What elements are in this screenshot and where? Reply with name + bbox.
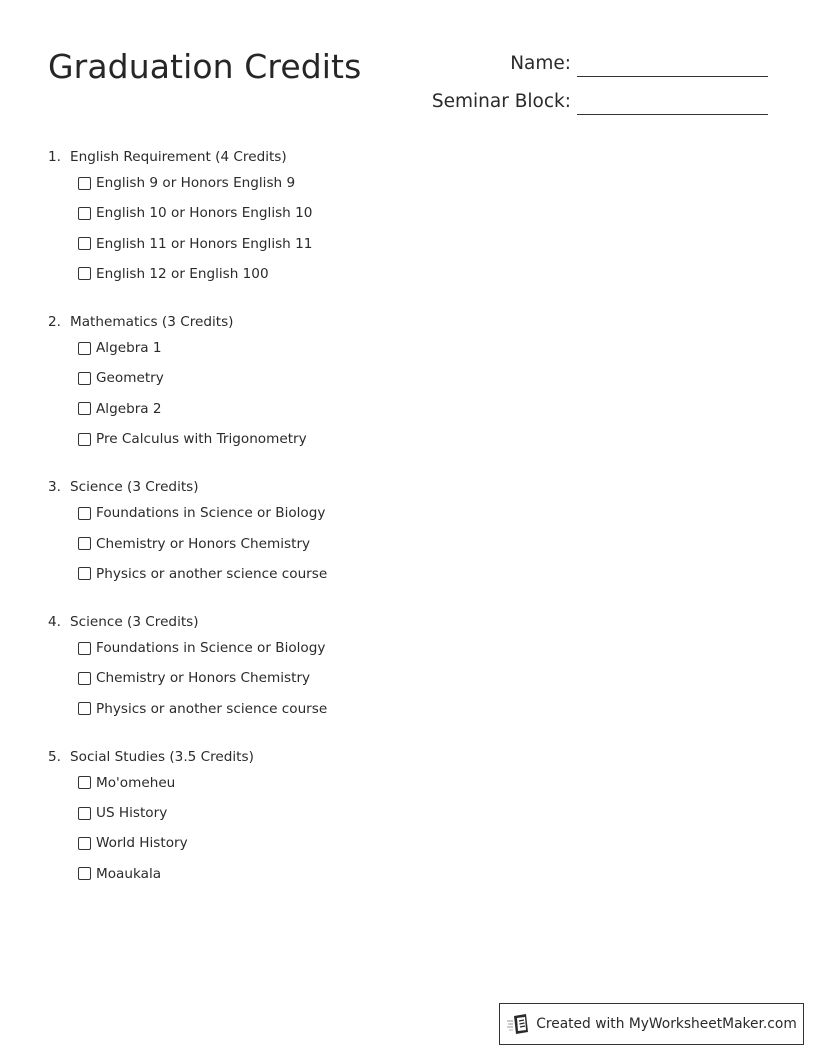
section-title: Social Studies (3.5 Credits) xyxy=(70,748,254,765)
checkbox-icon[interactable] xyxy=(78,342,91,355)
checklist-item[interactable] xyxy=(78,172,327,194)
created-with-text: Created with MyWorksheetMaker.com xyxy=(536,1016,797,1032)
seminar-block-field-row xyxy=(432,88,768,115)
checklist-item[interactable] xyxy=(78,228,327,258)
checklist-item[interactable] xyxy=(78,337,327,359)
checklist-item-label: English 11 or Honors English 11 xyxy=(96,235,313,252)
checklist-item-label: Physics or another science course xyxy=(96,565,328,582)
name-field-row xyxy=(510,50,768,77)
checklist-item-label: Geometry xyxy=(96,370,164,387)
checklist-item[interactable] xyxy=(78,694,327,724)
checklist-item[interactable] xyxy=(78,502,327,524)
checkbox-icon[interactable] xyxy=(78,433,91,446)
section-heading xyxy=(48,146,327,168)
checkbox-icon[interactable] xyxy=(78,672,91,685)
section-number: 4. xyxy=(48,614,61,631)
checklist-item[interactable] xyxy=(78,798,327,828)
checklist-item-label: English 9 or Honors English 9 xyxy=(96,175,296,191)
checkbox-icon[interactable] xyxy=(78,867,91,880)
checkbox-icon[interactable] xyxy=(78,177,91,190)
section-heading xyxy=(48,311,327,333)
created-with-badge[interactable] xyxy=(499,1003,804,1045)
checkbox-icon[interactable] xyxy=(78,807,91,820)
checklist-item[interactable] xyxy=(78,394,327,424)
checklist-item-label: US History xyxy=(96,805,168,822)
section-title: Science (3 Credits) xyxy=(70,479,199,496)
checkbox-icon[interactable] xyxy=(78,537,91,550)
section-english xyxy=(48,146,327,289)
checklist-item[interactable] xyxy=(78,559,327,589)
page-title: Graduation Credits xyxy=(48,47,362,86)
section-science-1 xyxy=(48,476,327,589)
checkbox-icon[interactable] xyxy=(78,372,91,385)
checkbox-icon[interactable] xyxy=(78,402,91,415)
checkbox-icon[interactable] xyxy=(78,207,91,220)
checklist-item[interactable] xyxy=(78,828,327,858)
checkbox-icon[interactable] xyxy=(78,837,91,850)
section-heading xyxy=(48,611,327,633)
checklist-item-label: English 10 or Honors English 10 xyxy=(96,205,313,222)
section-social-studies xyxy=(48,746,327,889)
checkbox-icon[interactable] xyxy=(78,642,91,655)
checkbox-icon[interactable] xyxy=(78,702,91,715)
checklist-item-label: Mo'omeheu xyxy=(96,774,176,791)
section-number: 5. xyxy=(48,748,61,765)
worksheet-maker-logo-icon xyxy=(506,1013,530,1035)
checklist-item[interactable] xyxy=(78,637,327,659)
checklist-item-label: Algebra 2 xyxy=(96,400,162,417)
checklist xyxy=(78,337,327,454)
checklist xyxy=(78,772,327,889)
section-mathematics xyxy=(48,311,327,454)
name-label: Name: xyxy=(510,53,571,74)
checkbox-icon[interactable] xyxy=(78,507,91,520)
checkbox-icon[interactable] xyxy=(78,267,91,280)
checklist xyxy=(78,172,327,289)
checklist-item[interactable] xyxy=(78,859,327,889)
section-heading xyxy=(48,476,327,498)
checklist-item-label: Algebra 1 xyxy=(96,340,162,357)
checklist-item-label: Foundations in Science or Biology xyxy=(96,640,326,657)
checkbox-icon[interactable] xyxy=(78,567,91,580)
requirements-list xyxy=(48,146,327,911)
checklist-item-label: Foundations in Science or Biology xyxy=(96,505,326,522)
checklist-item[interactable] xyxy=(78,663,327,693)
seminar-block-input[interactable] xyxy=(577,88,768,115)
checklist-item-label: World History xyxy=(96,835,188,852)
checklist-item-label: Physics or another science course xyxy=(96,700,328,717)
checklist-item-label: Moaukala xyxy=(96,865,162,882)
checklist-item[interactable] xyxy=(78,424,327,454)
checklist-item-label: Chemistry or Honors Chemistry xyxy=(96,670,311,687)
checklist-item-label: English 12 or English 100 xyxy=(96,265,269,282)
checklist-item-label: Chemistry or Honors Chemistry xyxy=(96,535,311,552)
checklist xyxy=(78,502,327,589)
section-science-2 xyxy=(48,611,327,724)
section-title: Mathematics (3 Credits) xyxy=(70,314,234,331)
section-heading xyxy=(48,746,327,768)
checklist-item[interactable] xyxy=(78,363,327,393)
checklist-item[interactable] xyxy=(78,259,327,289)
checklist-item[interactable] xyxy=(78,772,327,794)
section-number: 2. xyxy=(48,314,61,331)
seminar-block-label: Seminar Block: xyxy=(431,91,571,112)
checklist xyxy=(78,637,327,724)
name-input[interactable] xyxy=(577,50,768,77)
checklist-item-label: Pre Calculus with Trigonometry xyxy=(96,431,307,448)
checkbox-icon[interactable] xyxy=(78,237,91,250)
checklist-item[interactable] xyxy=(78,198,327,228)
section-number: 1. xyxy=(48,149,61,165)
section-title: Science (3 Credits) xyxy=(70,614,199,631)
checkbox-icon[interactable] xyxy=(78,776,91,789)
section-number: 3. xyxy=(48,479,61,496)
checklist-item[interactable] xyxy=(78,528,327,558)
section-title: English Requirement (4 Credits) xyxy=(70,149,287,165)
